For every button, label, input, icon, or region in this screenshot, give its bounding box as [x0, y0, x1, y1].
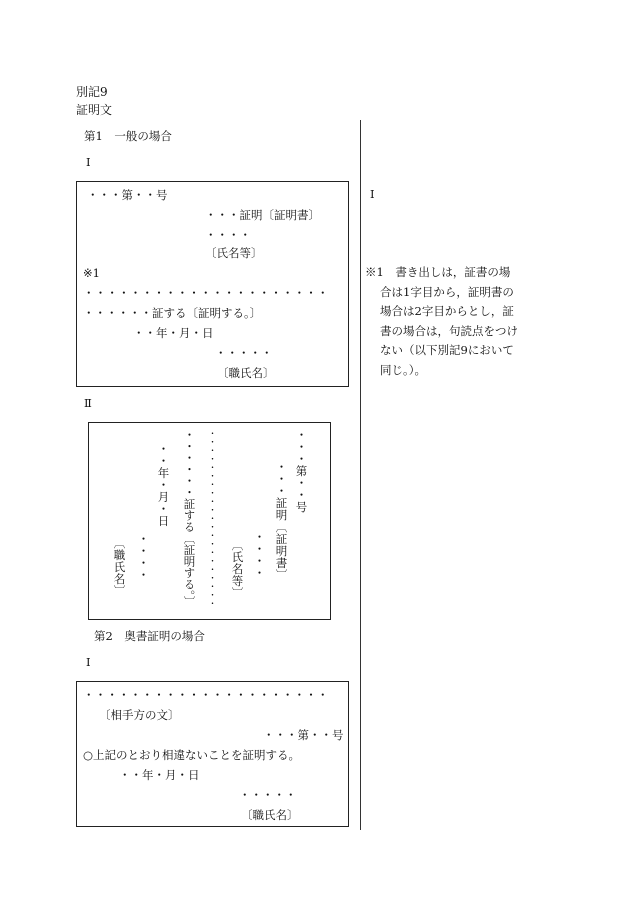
footnote-line3: 場合は2字目からとし，証	[380, 304, 514, 318]
footnote-line1: ※1 書き出しは，証書の場	[365, 265, 511, 279]
box1-line3: ・・・・	[205, 228, 251, 242]
box3-line4: ○上記のとおり相違ないことを証明する。	[83, 748, 301, 762]
right-part-i: Ⅰ	[370, 187, 375, 201]
box1-line1: ・・・第・・号	[87, 188, 168, 202]
section2-part-i: Ⅰ	[86, 655, 91, 669]
box1-line10: 〔職氏名〕	[217, 366, 275, 380]
endorsement-box	[76, 681, 349, 827]
box1-line6: ・・・・・・・・・・・・・・・・・・・・・	[83, 286, 329, 300]
box1-line7: ・・・・・・証する〔証明する。〕	[83, 306, 262, 320]
box2-col6: ・・・・・・証する〔証明する。〕	[182, 429, 197, 608]
box2-col9: 〔職氏名〕	[112, 537, 127, 597]
section1-part-ii: Ⅱ	[84, 396, 92, 410]
box2-col4: 〔氏名等〕	[230, 539, 245, 599]
box3-line3: ・・・第・・号	[263, 728, 344, 742]
box2-col7: ・・年・月・日	[156, 443, 171, 527]
box2-col1: ・・・第・・号	[294, 429, 309, 513]
box1-line2: ・・・証明〔証明書〕	[205, 208, 320, 222]
box1-line5: ※1	[83, 266, 100, 280]
footnote	[365, 263, 523, 380]
footnote-line4: 書の場合は，句読点をつけ	[380, 323, 518, 338]
section2-heading: 第2 奥書証明の場合	[94, 629, 205, 643]
section1-part-i: Ⅰ	[86, 155, 91, 169]
document-ref: 別記9	[76, 85, 108, 99]
section1-heading: 第1 一般の場合	[84, 129, 172, 143]
box3-line6: ・・・・・	[239, 788, 297, 802]
box2-col3: ・・・・	[252, 531, 267, 579]
box1-line4: 〔氏名等〕	[205, 246, 263, 260]
box3-line7: 〔職氏名〕	[241, 808, 299, 822]
certificate-horizontal-box	[76, 181, 349, 387]
box2-col8: ・・・・	[136, 533, 151, 581]
box3-line1: ・・・・・・・・・・・・・・・・・・・・・	[83, 688, 329, 702]
certificate-vertical-box	[88, 422, 331, 620]
footnote-line5: ない（以下別記9において	[380, 343, 514, 357]
footnote-line2: 合は1字目から，証明書の	[380, 284, 514, 299]
box3-line5: ・・年・月・日	[119, 768, 200, 782]
box3-line2: 〔相手方の文〕	[99, 708, 180, 722]
document-title: 証明文	[76, 103, 113, 117]
box1-line8: ・・年・月・日	[133, 326, 214, 340]
box2-col5: ・・・・・・・・・・・・・・・・・・・・・	[206, 429, 217, 608]
box1-line9: ・・・・・	[215, 346, 273, 360]
footnote-line6: 同じ。）。	[380, 362, 426, 377]
column-divider	[360, 120, 361, 830]
box2-col2: ・・・証明〔証明書〕	[274, 461, 289, 581]
